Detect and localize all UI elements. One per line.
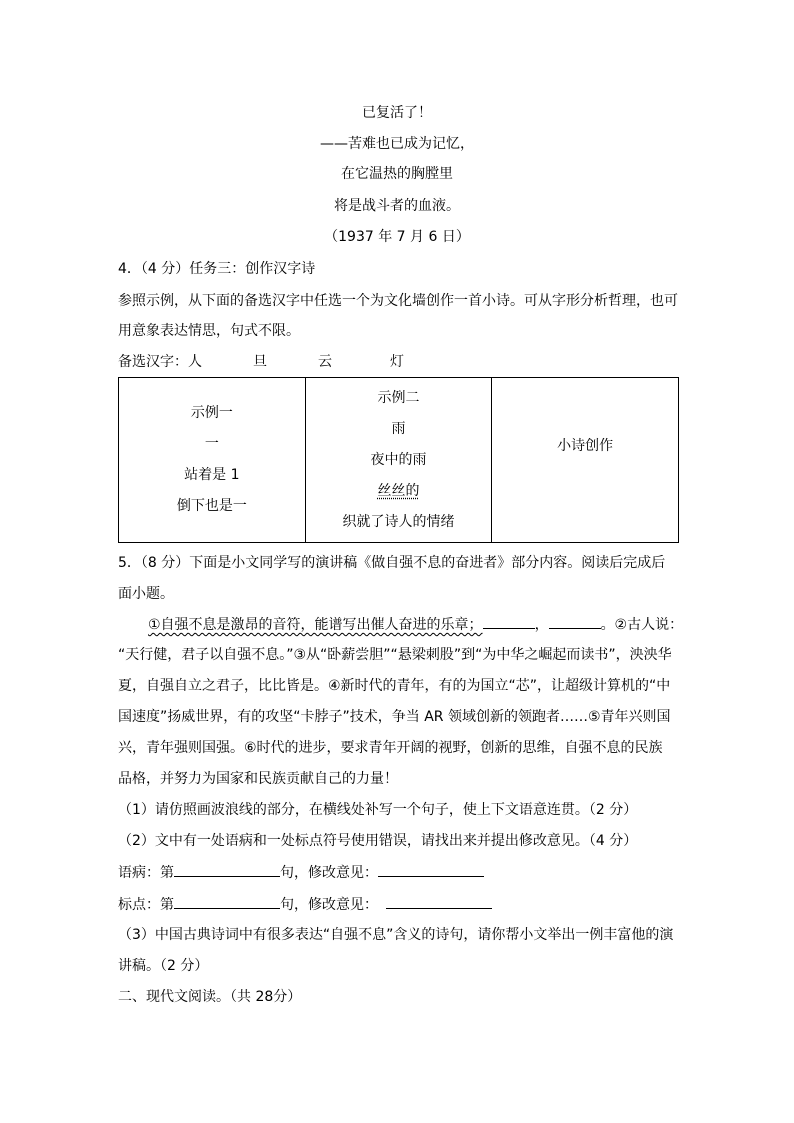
question-5-title: 5．（8 分）下面是小文同学写的演讲稿《做自强不息的奋进者》部分内容。阅读后完成后 bbox=[118, 555, 666, 571]
example-one-cell bbox=[119, 378, 306, 543]
punctuation-suggestion-blank[interactable] bbox=[386, 894, 492, 909]
sub-question-2: （2）文中有一处语病和一处标点符号使用错误，请找出来并提出修改意见。（4 分） bbox=[118, 833, 638, 849]
example-title: 示例一 bbox=[190, 405, 233, 421]
separator: ， bbox=[534, 617, 549, 633]
question-4-instruction: 用意象表达情思，句式不限。 bbox=[118, 323, 300, 339]
candidate-label: 备选汉字： bbox=[118, 354, 188, 370]
grammar-sentence-blank[interactable] bbox=[174, 862, 280, 877]
answer-blank[interactable] bbox=[549, 614, 601, 629]
example-line: 站着是 1 bbox=[184, 467, 240, 483]
speech-line: 夏，自强自立之君子，比比皆是。④新时代的青年，有的为国立“芯”，让超级计算机的“中 bbox=[118, 678, 671, 694]
example-line: 织就了诗人的情绪 bbox=[342, 513, 455, 530]
poem-creation-cell[interactable] bbox=[492, 378, 679, 543]
candidate-char: 云 bbox=[318, 354, 332, 370]
example-line: 夜中的雨 bbox=[370, 451, 427, 468]
section-heading: 二、现代文阅读。（共 28分） bbox=[118, 989, 302, 1005]
sub-question-1: （1）请仿照画波浪线的部分，在横线处补写一个句子，使上下文语意连贯。（2 分） bbox=[118, 802, 638, 818]
grammar-suggestion-blank[interactable] bbox=[378, 862, 484, 877]
grammar-label: 语病：第 bbox=[118, 865, 174, 881]
poem-date: （1937 年 7 月 6 日） bbox=[324, 229, 470, 245]
sub-question-3: 讲稿。（2 分） bbox=[118, 958, 209, 974]
speech-text: 。②古人说： bbox=[600, 617, 684, 633]
example-table bbox=[118, 377, 679, 543]
speech-line: 兴，青年强则国强。⑥时代的进步，要求青年开阔的视野，创新的思维，自强不息的民族 bbox=[118, 740, 663, 756]
punctuation-label: 标点：第 bbox=[118, 897, 174, 913]
grammar-error-row bbox=[118, 862, 484, 883]
poem-line: 在它温热的胸膛里 bbox=[341, 166, 453, 182]
poem-line: ——苦难也已成为记忆， bbox=[320, 136, 474, 152]
poem-creation-label: 小诗创作 bbox=[557, 437, 614, 454]
question-5-title: 面小题。 bbox=[118, 586, 174, 602]
suggestion-label: 句，修改意见： bbox=[280, 865, 378, 881]
example-title: 示例二 bbox=[377, 389, 420, 406]
candidate-char: 旦 bbox=[253, 354, 267, 370]
candidate-characters bbox=[118, 352, 404, 372]
example-two-cell bbox=[305, 378, 492, 543]
example-char: 雨 bbox=[391, 420, 406, 437]
example-line: 倒下也是一 bbox=[176, 498, 247, 514]
speech-line: 国速度”扬威世界，有的攻坚“卡脖子”技术，争当 AR 领域创新的领跑者……⑤青年兴则国 bbox=[118, 709, 671, 725]
wavy-sentence: ①自强不息是激昂的音符，能谱写出催人奋进的乐章； bbox=[148, 617, 483, 633]
speech-paragraph bbox=[148, 614, 683, 635]
suggestion-label: 句，修改意见： bbox=[280, 897, 378, 913]
punctuation-error-row bbox=[118, 894, 492, 915]
question-4-title: 4．（4 分）任务三：创作汉字诗 bbox=[118, 261, 316, 277]
punctuation-sentence-blank[interactable] bbox=[174, 894, 280, 909]
speech-line: “天行健，君子以自强不息。”③从“卧薪尝胆”“悬梁刺股”到“为中华之崛起而读书”，泱泱华 bbox=[118, 647, 672, 663]
example-char: 一 bbox=[204, 436, 219, 452]
poem-line: 将是战斗者的血液。 bbox=[334, 198, 460, 214]
candidate-char: 灯 bbox=[390, 354, 404, 370]
candidate-char: 人 bbox=[188, 354, 202, 370]
sub-question-3: （3）中国古典诗词中有很多表达“自强不息”含义的诗句，请你帮小文举出一例丰富他的演 bbox=[118, 927, 674, 943]
poem-line: 已复活了！ bbox=[362, 105, 432, 121]
example-line: 丝丝的 bbox=[377, 482, 420, 499]
answer-blank[interactable] bbox=[483, 614, 535, 629]
question-4-instruction: 参照示例，从下面的备选汉字中任选一个为文化墙创作一首小诗。可从字形分析哲理，也可 bbox=[118, 293, 678, 309]
speech-line: 品格，并努力为国家和民族贡献自己的力量！ bbox=[118, 771, 398, 787]
